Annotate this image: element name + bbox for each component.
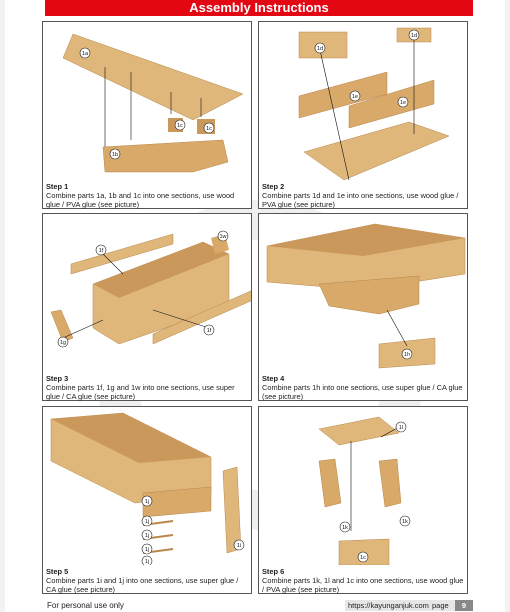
svg-text:1a: 1a [81, 51, 89, 57]
step-5-panel [42, 406, 252, 594]
svg-text:1f: 1f [206, 328, 212, 334]
svg-text:1c: 1c [177, 123, 183, 129]
page-title: Assembly Instructions [45, 0, 473, 16]
svg-text:1f: 1f [98, 248, 104, 254]
step-1-illustration [43, 22, 251, 180]
svg-text:1c: 1c [360, 555, 366, 561]
step-4-title: Step 4 [262, 374, 285, 383]
step-1-text: Combine parts 1a, 1b and 1c into one sections, use wood glue / PVA glue (see picture) [46, 191, 235, 209]
step-1-caption [46, 182, 248, 209]
footer-url-link[interactable]: https://kayunganjuk.com [348, 601, 429, 610]
step-6-panel [258, 406, 468, 594]
step-4-caption [262, 374, 464, 401]
svg-text:1k: 1k [342, 525, 348, 531]
step-6-illustration [259, 407, 467, 565]
footer-usage-note: For personal use only [47, 601, 124, 610]
step-2-title: Step 2 [262, 182, 285, 191]
step-2-panel [258, 21, 468, 209]
svg-text:1j: 1j [144, 547, 150, 553]
step-1-panel [42, 21, 252, 209]
step-3-caption [46, 374, 248, 401]
step-6-caption [262, 567, 464, 594]
step-4-panel [258, 213, 468, 401]
svg-text:1k: 1k [402, 519, 408, 525]
svg-text:1g: 1g [59, 340, 67, 346]
step-6-title: Step 6 [262, 567, 285, 576]
svg-text:1j: 1j [144, 533, 150, 539]
step-4-text: Combine parts 1h into one sections, use super glue / CA glue (see picture) [262, 383, 463, 401]
svg-text:1l: 1l [398, 425, 404, 431]
step-3-illustration [43, 214, 251, 372]
step-4-illustration [259, 214, 467, 372]
svg-text:1j: 1j [144, 499, 150, 505]
footer-page-label: page [432, 601, 449, 610]
footer-page-number: 9 [455, 600, 473, 611]
svg-text:1j: 1j [144, 519, 150, 525]
step-6-text: Combine parts 1k, 1l and 1c into one sections, use wood glue / PVA glue (see picture) [262, 576, 464, 594]
svg-text:1c: 1c [206, 126, 212, 132]
svg-text:1e: 1e [399, 100, 407, 106]
svg-text:1j: 1j [144, 559, 150, 565]
svg-text:1i: 1i [236, 543, 242, 549]
step-5-caption [46, 567, 248, 594]
footer-page-info [345, 600, 473, 611]
svg-text:1b: 1b [111, 152, 119, 158]
step-2-caption [262, 182, 464, 209]
step-2-illustration [259, 22, 467, 180]
svg-text:1e: 1e [351, 94, 359, 100]
step-2-text: Combine parts 1d and 1e into one sections, use wood glue / PVA glue (see picture) [262, 191, 459, 209]
step-3-title: Step 3 [46, 374, 69, 383]
svg-text:1d: 1d [410, 33, 418, 39]
step-3-panel [42, 213, 252, 401]
svg-text:1h: 1h [403, 352, 411, 358]
svg-text:1w: 1w [219, 234, 227, 240]
step-3-text: Combine parts 1f, 1g and 1w into one sections, use super glue / CA glue (see picture) [46, 383, 235, 401]
step-5-illustration [43, 407, 251, 565]
step-5-text: Combine parts 1i and 1j into one sections, use super glue / CA glue (see picture) [46, 576, 239, 594]
svg-text:1d: 1d [316, 46, 324, 52]
step-1-title: Step 1 [46, 182, 69, 191]
page [5, 0, 505, 612]
step-5-title: Step 5 [46, 567, 69, 576]
